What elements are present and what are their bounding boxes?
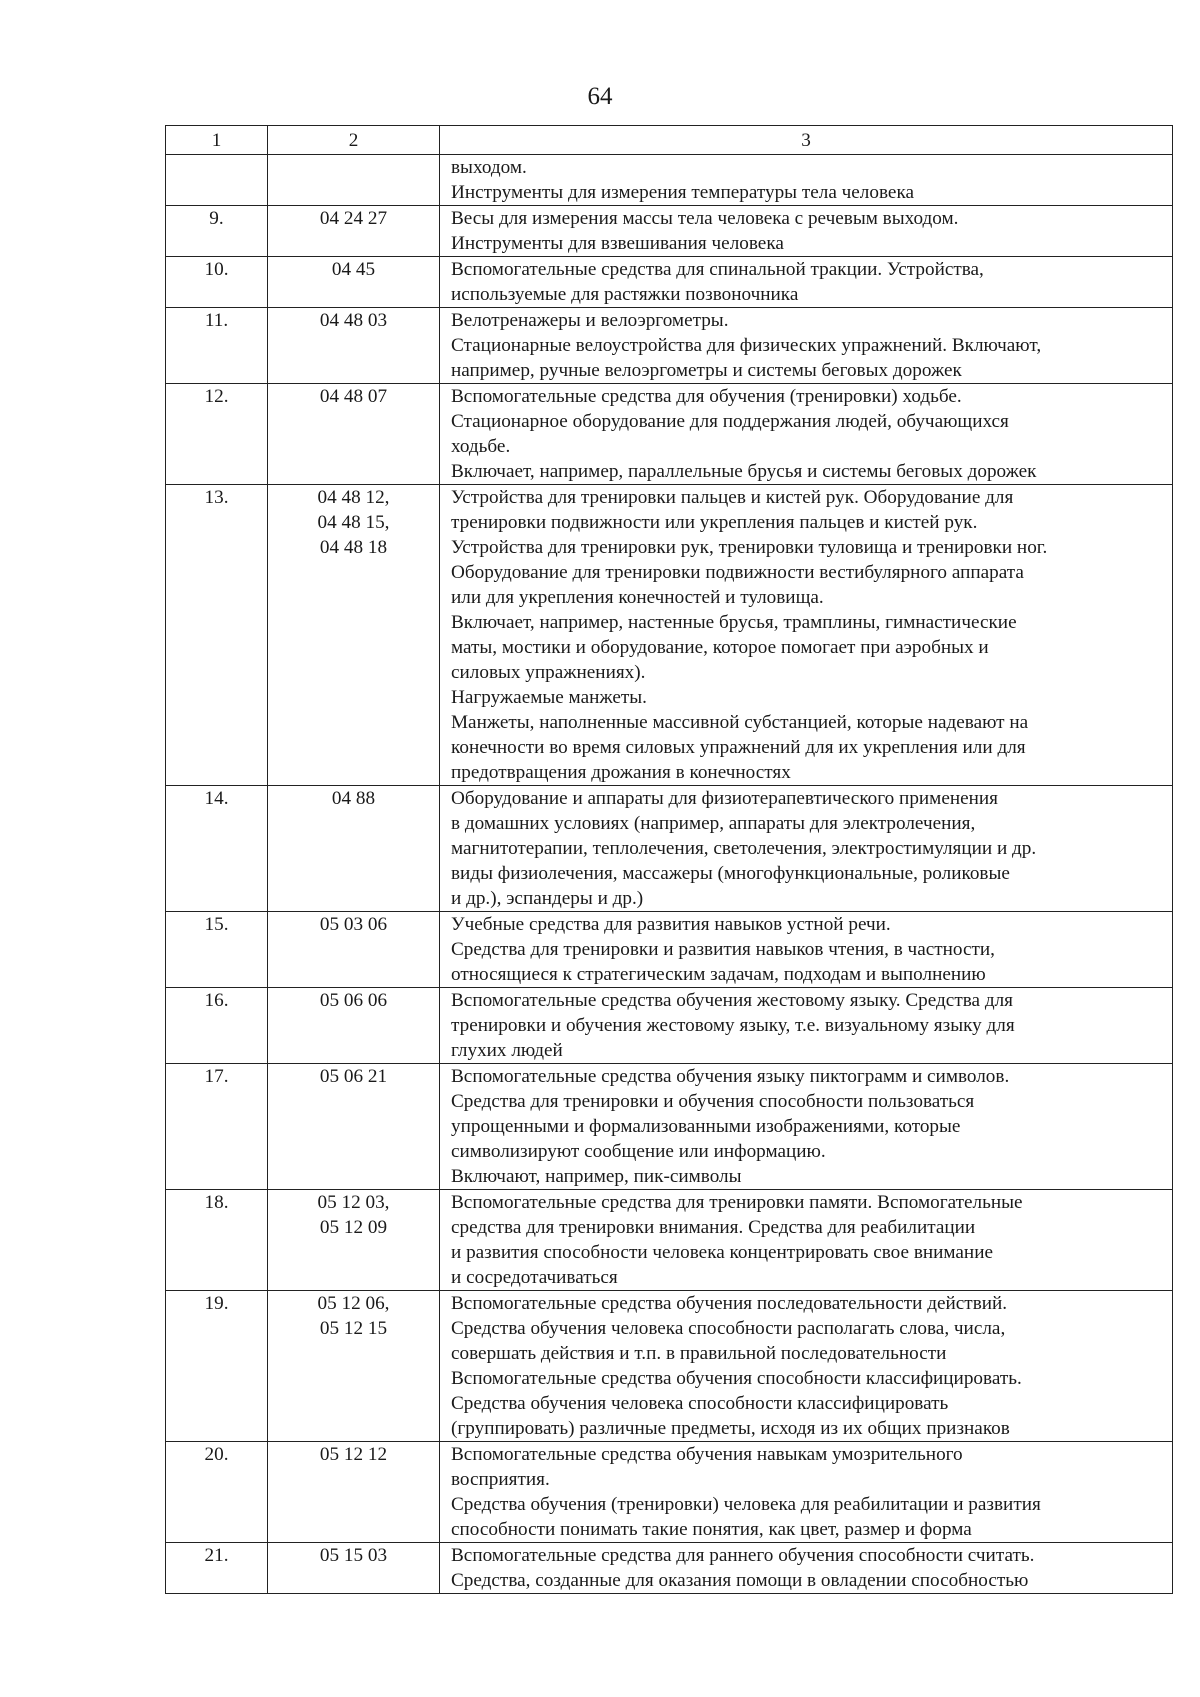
table-header-row	[166, 126, 1173, 155]
description-line: и развития способности человека концентрировать свое внимание	[451, 1242, 993, 1263]
description-line: или для укрепления конечностей и туловища.	[451, 587, 824, 608]
description-line: (группировать) различные предметы, исходя из их общих признаков	[451, 1418, 1010, 1439]
code-line: 05 12 12	[319, 1444, 388, 1465]
code-line: 04 48 18	[319, 537, 388, 558]
classification-code	[268, 384, 440, 485]
description-line: Вспомогательные средства обучения языку пиктограмм и символов.	[451, 1066, 1010, 1087]
row-number	[166, 155, 268, 206]
description	[440, 308, 1173, 384]
row-number: 20.	[166, 1442, 268, 1543]
description-line: Учебные средства для развития навыков устной речи.	[451, 914, 891, 935]
row-number: 12.	[166, 384, 268, 485]
classification-code	[268, 1190, 440, 1291]
description	[440, 1190, 1173, 1291]
classification-code	[268, 1543, 440, 1594]
description-line: Вспомогательные средства обучения навыкам умозрительного	[451, 1444, 963, 1465]
code-line: 04 48 03	[319, 310, 388, 331]
description-line: Велотренажеры и велоэргометры.	[451, 310, 729, 331]
table-row	[166, 1543, 1173, 1594]
description-line: используемые для растяжки позвоночника	[451, 284, 799, 305]
document-table	[165, 125, 1173, 1594]
table-row	[166, 155, 1173, 206]
description-line: Весы для измерения массы тела человека с речевым выходом.	[451, 208, 959, 229]
classification-code	[268, 1064, 440, 1190]
table-row	[166, 485, 1173, 786]
code-line: 05 12 15	[319, 1318, 388, 1339]
classification-code	[268, 155, 440, 206]
description-line: Вспомогательные средства обучения способности классифицировать.	[451, 1368, 1022, 1389]
description-line: ходьбе.	[451, 436, 511, 457]
table-row	[166, 206, 1173, 257]
description	[440, 1291, 1173, 1442]
description-line: Включает, например, настенные брусья, трамплины, гимнастические	[451, 612, 1017, 633]
row-number: 19.	[166, 1291, 268, 1442]
table-body	[166, 155, 1173, 1594]
description-line: конечности во время силовых упражнений для их укрепления или для	[451, 737, 1026, 758]
classification-code	[268, 786, 440, 912]
description-line: способности понимать такие понятия, как цвет, размер и форма	[451, 1519, 972, 1540]
description-line: Вспомогательные средства обучения жестовому языку. Средства для	[451, 990, 1013, 1011]
description-line: глухих людей	[451, 1040, 563, 1061]
description-line: магнитотерапии, теплолечения, светолечения, электростимуляции и др.	[451, 838, 1037, 859]
code-line: 04 48 07	[319, 386, 388, 407]
column-header-1: 1	[166, 126, 268, 155]
description-line: Средства обучения человека способности классифицировать	[451, 1393, 949, 1414]
description-line: например, ручные велоэргометры и системы беговых дорожек	[451, 360, 962, 381]
description-line: Средства обучения (тренировки) человека для реабилитации и развития	[451, 1494, 1041, 1515]
code-line: 05 03 06	[319, 914, 388, 935]
description-line: тренировки и обучения жестовому языку, т.е. визуальному языку для	[451, 1015, 1015, 1036]
description-line: Средства обучения человека способности располагать слова, числа,	[451, 1318, 1006, 1339]
code-line: 05 06 21	[319, 1066, 388, 1087]
table-row	[166, 384, 1173, 485]
description-line: Устройства для тренировки рук, тренировки туловища и тренировки ног.	[451, 537, 1048, 558]
description-line: виды физиолечения, массажеры (многофункциональные, роликовые	[451, 863, 1010, 884]
description-line: Вспомогательные средства для раннего обучения способности считать.	[451, 1545, 1035, 1566]
row-number: 18.	[166, 1190, 268, 1291]
table-row	[166, 1442, 1173, 1543]
description-line: совершать действия и т.п. в правильной последовательности	[451, 1343, 947, 1364]
description-line: Включает, например, параллельные брусья и системы беговых дорожек	[451, 461, 1037, 482]
row-number: 13.	[166, 485, 268, 786]
classification-code	[268, 257, 440, 308]
classification-code	[268, 308, 440, 384]
description-line: предотвращения дрожания в конечностях	[451, 762, 791, 783]
description-line: Оборудование для тренировки подвижности вестибулярного аппарата	[451, 562, 1024, 583]
row-number: 11.	[166, 308, 268, 384]
table-row	[166, 912, 1173, 988]
code-line: 05 12 09	[319, 1217, 388, 1238]
description-line: восприятия.	[451, 1469, 550, 1490]
table-row	[166, 1064, 1173, 1190]
description	[440, 257, 1173, 308]
description	[440, 155, 1173, 206]
code-line: 04 48 15,	[317, 512, 390, 533]
row-number: 14.	[166, 786, 268, 912]
description-line: Стационарное оборудование для поддержания людей, обучающихся	[451, 411, 1009, 432]
description-line: средства для тренировки внимания. Средства для реабилитации	[451, 1217, 976, 1238]
page-number: 64	[587, 83, 613, 110]
description-line: Вспомогательные средства для тренировки памяти. Вспомогательные	[451, 1192, 1023, 1213]
classification-code	[268, 1442, 440, 1543]
description-line: силовых упражнениях).	[451, 662, 646, 683]
description-line: символизируют сообщение или информацию.	[451, 1141, 826, 1162]
description	[440, 1442, 1173, 1543]
row-number: 17.	[166, 1064, 268, 1190]
description-line: в домашних условиях (например, аппараты для электролечения,	[451, 813, 976, 834]
description	[440, 384, 1173, 485]
description	[440, 206, 1173, 257]
table-row	[166, 308, 1173, 384]
description	[440, 1064, 1173, 1190]
description-line: и др.), эспандеры и др.)	[451, 888, 644, 909]
description-line: Средства, созданные для оказания помощи в овладении способностью	[451, 1570, 1029, 1591]
table-row	[166, 1291, 1173, 1442]
description-line: Вспомогательные средства для обучения (тренировки) ходьбе.	[451, 386, 962, 407]
code-line: 04 45	[331, 259, 376, 280]
code-line: 04 48 12,	[317, 487, 390, 508]
description-line: Устройства для тренировки пальцев и кистей рук. Оборудование для	[451, 487, 1014, 508]
column-header-2: 2	[268, 126, 440, 155]
table-row	[166, 1190, 1173, 1291]
description-line: Нагружаемые манжеты.	[451, 687, 647, 708]
code-line: 05 15 03	[319, 1545, 388, 1566]
row-number: 15.	[166, 912, 268, 988]
description	[440, 912, 1173, 988]
description-line: и сосредотачиваться	[451, 1267, 618, 1288]
description	[440, 485, 1173, 786]
description	[440, 1543, 1173, 1594]
description-line: упрощенными и формализованными изображениями, которые	[451, 1116, 961, 1137]
description-line: Вспомогательные средства для спинальной тракции. Устройства,	[451, 259, 984, 280]
description-line: Инструменты для измерения температуры тела человека	[451, 182, 914, 203]
row-number: 16.	[166, 988, 268, 1064]
description-line: Оборудование и аппараты для физиотерапевтического применения	[451, 788, 998, 809]
code-line: 05 06 06	[319, 990, 388, 1011]
table-row	[166, 257, 1173, 308]
description-line: Стационарные велоустройства для физических упражнений. Включают,	[451, 335, 1042, 356]
description-line: маты, мостики и оборудование, которое помогает при аэробных и	[451, 637, 989, 658]
column-header-3: 3	[440, 126, 1173, 155]
description-line: Вспомогательные средства обучения последовательности действий.	[451, 1293, 1008, 1314]
code-line: 05 12 06,	[317, 1293, 390, 1314]
classification-code	[268, 206, 440, 257]
code-line: 05 12 03,	[317, 1192, 390, 1213]
description	[440, 988, 1173, 1064]
code-line: 04 88	[331, 788, 376, 809]
table-row	[166, 786, 1173, 912]
description-line: Инструменты для взвешивания человека	[451, 233, 784, 254]
description-line: Включают, например, пик-символы	[451, 1166, 742, 1187]
description	[440, 786, 1173, 912]
row-number: 10.	[166, 257, 268, 308]
description-line: тренировки подвижности или укрепления пальцев и кистей рук.	[451, 512, 978, 533]
code-line: 04 24 27	[319, 208, 388, 229]
description-line: выходом.	[451, 157, 527, 178]
classification-code	[268, 912, 440, 988]
classification-code	[268, 1291, 440, 1442]
table-row	[166, 988, 1173, 1064]
row-number: 21.	[166, 1543, 268, 1594]
description-line: Манжеты, наполненные массивной субстанцией, которые надевают на	[451, 712, 1029, 733]
classification-code	[268, 485, 440, 786]
description-line: Средства для тренировки и обучения способности пользоваться	[451, 1091, 975, 1112]
row-number: 9.	[166, 206, 268, 257]
classification-code	[268, 988, 440, 1064]
description-line: относящиеся к стратегическим задачам, подходам и выполнению	[451, 964, 986, 985]
description-line: Средства для тренировки и развития навыков чтения, в частности,	[451, 939, 995, 960]
